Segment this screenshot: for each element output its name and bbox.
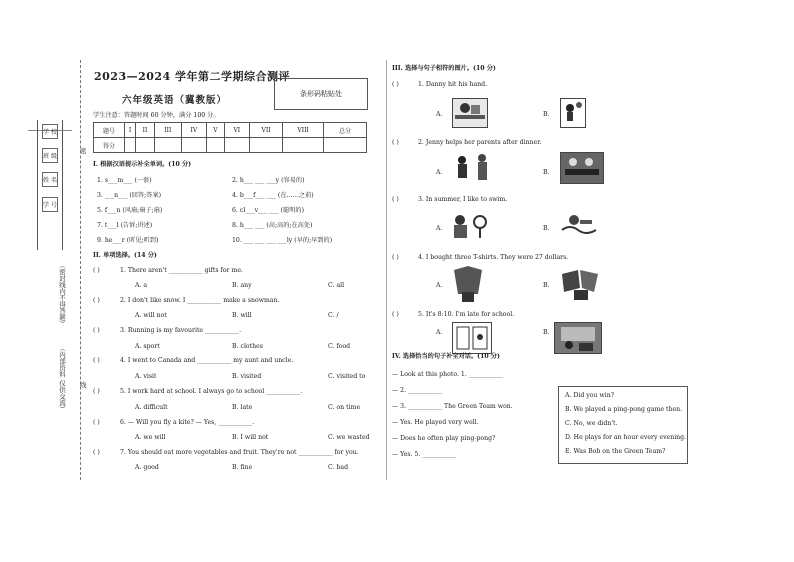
mc-question-1: 1. There aren't ___________ gifts for me. — [120, 267, 243, 274]
picture-label-b: B. — [543, 169, 550, 176]
picture-item-5: 5. It's 8:10. I'm late for school. — [418, 311, 515, 318]
picture-1b-icon — [560, 98, 586, 128]
seal-line — [80, 60, 81, 480]
mc-option-b: B. clothes — [232, 343, 263, 350]
page-divider — [386, 60, 387, 480]
score-table — [93, 122, 367, 153]
dialogue-line-1: — Look at this photo. 1. ___________ — [392, 371, 503, 378]
section3-heading: III. 选择与句子相符的图片。(10 分) — [392, 65, 496, 72]
word-item-10: 10. ___ ___ ___ ___ly (早的;早到的) — [232, 237, 333, 244]
barcode-label: 条形码粘贴处 — [300, 89, 342, 98]
mc-option-c: C. visited to — [328, 373, 366, 380]
score-row — [94, 138, 367, 153]
mc-option-a: A. we will — [135, 434, 166, 441]
answer-paren[interactable]: ( ) — [93, 419, 100, 426]
mc-option-a: A. sport — [135, 343, 160, 350]
mc-option-b: B. late — [232, 404, 253, 411]
mc-question-5: 5. I work hard at school. I always go to school ___________. — [120, 388, 303, 395]
seal-mark-xian: 线 — [80, 381, 87, 389]
mc-option-b: B. will — [232, 312, 252, 319]
score-header: IV — [181, 123, 206, 138]
mc-question-4: 4. I went to Canada and ___________ my aunt and uncle. — [120, 357, 294, 364]
mc-option-c: C. bad — [328, 464, 349, 471]
dialogue-option-b: B. We played a ping-pong game then. — [565, 406, 683, 413]
dialogue-option-d: D. He plays for an hour every evening. — [565, 434, 687, 441]
score-header: 题号 — [94, 123, 125, 138]
word-item-3: 3. ___n___ (回答;答案) — [97, 192, 162, 199]
mc-option-a: A. visit — [135, 373, 157, 380]
picture-2b-icon — [560, 152, 604, 184]
mc-option-b: B. visited — [232, 373, 262, 380]
mc-question-6: 6. — Will you fly a kite? — Yes, ___________. — [120, 419, 255, 426]
mc-question-3: 3. Running is my favourite ___________. — [120, 327, 242, 334]
score-cell[interactable] — [181, 138, 206, 153]
picture-label-a: A. — [436, 225, 443, 232]
number-label-text: 学 号 — [43, 202, 57, 209]
picture-item-4: 4. I bought three T-shirts. They were 27 dollars. — [418, 254, 569, 261]
mc-option-a: A. will not — [135, 312, 167, 319]
score-cell[interactable] — [136, 138, 155, 153]
picture-5a-icon — [452, 322, 492, 354]
word-item-8: 8. h___ ___ (高;高的;在高处) — [232, 222, 313, 229]
binding-line-right — [62, 120, 63, 250]
section4-heading: IV. 选择恰当的句子补全对话。(10 分) — [392, 353, 500, 360]
answer-paren[interactable]: ( ) — [392, 254, 399, 261]
note-sealed: （密封线内不得答题） — [58, 262, 66, 327]
answer-paren[interactable]: ( ) — [392, 139, 399, 146]
dialogue-line-4: — Yes. He played very well. — [392, 419, 479, 426]
picture-item-1: 1. Danny hit his hand. — [418, 81, 488, 88]
picture-label-a: A. — [436, 329, 443, 336]
score-header: VII — [250, 123, 283, 138]
class-label — [42, 148, 58, 163]
mc-option-c: C. food — [328, 343, 351, 350]
exam-subtitle: 六年级英语（冀教版） — [122, 95, 228, 106]
score-header: II — [136, 123, 155, 138]
score-header: VIII — [283, 123, 324, 138]
answer-paren[interactable]: ( ) — [93, 327, 100, 334]
dialogue-line-6: — Yes. 5. ___________ — [392, 451, 457, 458]
name-label-text: 姓 名 — [43, 177, 57, 184]
score-cell[interactable] — [155, 138, 182, 153]
picture-label-b: B. — [543, 111, 550, 118]
mc-option-c: C. on time — [328, 404, 361, 411]
answer-paren[interactable]: ( ) — [392, 81, 399, 88]
picture-item-2: 2. Jenny helps her parents after dinner. — [418, 139, 542, 146]
mc-option-b: B. fine — [232, 464, 253, 471]
word-item-4: 4. b___f___ ___ (在……之前) — [232, 192, 314, 199]
section2-heading: II. 单项选择。(14 分) — [93, 252, 157, 259]
mc-option-a: A. a — [135, 282, 148, 289]
score-header: V — [207, 123, 225, 138]
picture-label-a: A. — [436, 282, 443, 289]
word-item-7: 7. t___l (告诉;讲述) — [97, 222, 153, 229]
picture-1a-icon — [452, 98, 488, 128]
dialogue-option-e: E. Was Bob on the Green Team? — [565, 448, 666, 455]
answer-paren[interactable]: ( ) — [392, 311, 399, 318]
picture-label-b: B. — [543, 282, 550, 289]
student-notice: 学生注意：答题时间 60 分钟，满分 100 分。 — [93, 112, 220, 119]
picture-4b-icon — [560, 266, 600, 302]
word-item-1: 1. s___m___ (一套) — [97, 177, 152, 184]
school-label — [42, 124, 58, 139]
picture-3a-icon — [450, 210, 490, 240]
score-cell[interactable] — [324, 138, 367, 153]
score-header-row — [94, 123, 367, 138]
exam-title: 2023—2024 学年第二学期综合测评 — [94, 70, 291, 83]
score-header: VI — [224, 123, 249, 138]
answer-paren[interactable]: ( ) — [93, 357, 100, 364]
binding-line-left — [37, 120, 38, 250]
score-cell[interactable] — [125, 138, 136, 153]
mc-option-a: A. good — [135, 464, 159, 471]
answer-paren[interactable]: ( ) — [93, 388, 100, 395]
school-label-text: 学 校 — [43, 129, 57, 136]
dialogue-option-c: C. No, we didn't. — [565, 420, 618, 427]
word-item-5: 5. f___n (风扇;扇子;扇) — [97, 207, 163, 214]
seal-mark-mi: 密 — [80, 147, 87, 155]
mc-question-2: 2. I don't like snow. I ___________ make a snowman. — [120, 297, 280, 304]
number-label — [42, 197, 58, 212]
mc-option-b: B. I will not — [232, 434, 269, 441]
score-header: III — [155, 123, 182, 138]
score-cell[interactable] — [224, 138, 249, 153]
picture-5b-icon — [554, 322, 602, 354]
class-label-text: 班 级 — [43, 153, 57, 160]
picture-label-a: A. — [436, 169, 443, 176]
dialogue-line-3: — 3. ___________ The Green Team won. — [392, 403, 513, 410]
score-header: I — [125, 123, 136, 138]
score-cell[interactable] — [283, 138, 324, 153]
mc-option-a: A. difficult — [135, 404, 168, 411]
picture-item-3: 3. In summer, I like to swim. — [418, 196, 508, 203]
picture-label-b: B. — [543, 329, 550, 336]
dialogue-line-2: — 2. ___________ — [392, 387, 443, 394]
answer-paren[interactable]: ( ) — [93, 449, 100, 456]
mc-question-7: 7. You should eat more vegetables and fruit. They're not ___________ for you. — [120, 449, 359, 456]
name-label — [42, 172, 58, 187]
dialogue-line-5: — Does he often play ping-pong? — [392, 435, 496, 442]
word-item-6: 6. cl___v___ ___ (聪明的) — [232, 207, 304, 214]
score-row-label: 得分 — [94, 138, 125, 153]
score-cell[interactable] — [250, 138, 283, 153]
mc-option-b: B. any — [232, 282, 252, 289]
word-item-2: 2. h___ ___ ___y (容易的) — [232, 177, 305, 184]
score-cell[interactable] — [207, 138, 225, 153]
answer-paren[interactable]: ( ) — [93, 267, 100, 274]
picture-4a-icon — [450, 264, 486, 304]
barcode-area — [274, 78, 368, 110]
dialogue-option-a: A. Did you win? — [565, 392, 615, 399]
mc-option-c: C. we wasted — [328, 434, 370, 441]
picture-label-b: B. — [543, 225, 550, 232]
note-internal: （内部资料 仅供交流） — [58, 345, 66, 413]
mc-option-c: C. / — [328, 312, 339, 319]
picture-2a-icon — [452, 152, 494, 182]
mc-option-c: C. all — [328, 282, 345, 289]
answer-paren[interactable]: ( ) — [93, 297, 100, 304]
word-item-9: 9. he___r (听见;听到) — [97, 237, 159, 244]
score-header: 总分 — [324, 123, 367, 138]
section1-heading: I. 根据汉语提示补全单词。(10 分) — [93, 161, 192, 168]
picture-3b-icon — [560, 210, 598, 236]
answer-paren[interactable]: ( ) — [392, 196, 399, 203]
picture-label-a: A. — [436, 111, 443, 118]
